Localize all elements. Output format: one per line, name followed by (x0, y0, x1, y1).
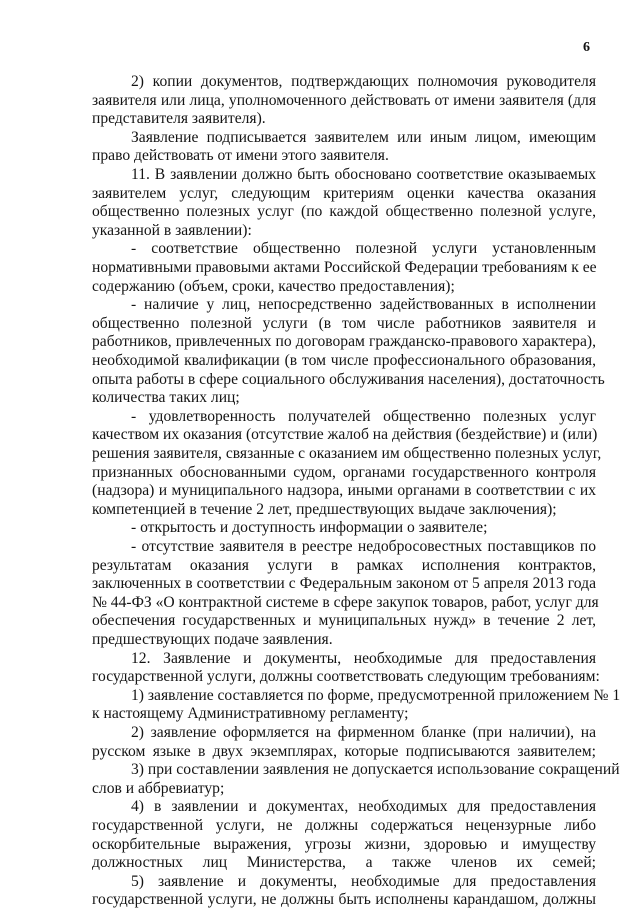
text-line: должностных лиц Министерства, а также членов их семей; (92, 854, 596, 872)
text-line: - удовлетворенность получателей общественно полезных услуг (131, 407, 596, 425)
text-line: заключенных в соответствии с Федеральным законом от 5 апреля 2013 года (92, 575, 596, 593)
text-line: слов и аббревиатур; (92, 779, 225, 797)
text-line: содержанию (объем, сроки, качество предоставления); (92, 277, 455, 295)
text-line: 2) заявление оформляется на фирменном бланке (при наличии), на (131, 724, 596, 741)
text-line: заявителем услуг, следующим критериям оценки качества оказания (92, 184, 596, 202)
text-line: Заявление подписывается заявителем или иным лицом, имеющим (131, 128, 596, 146)
text-line: признанных обоснованными судом, органами государственного контроля (92, 463, 596, 481)
text-line: заявителя или лица, уполномоченного действовать от имени заявителя (для (92, 91, 596, 109)
text-line: 5) заявление и документы, необходимые для предоставления (131, 872, 596, 890)
text-line: представителя заявителя). (92, 110, 266, 128)
text-line: - наличие у лиц, непосредственно задействованных в исполнении (131, 296, 596, 314)
text-line: работников, привлеченных по договорам гражданско-правового характера), (92, 333, 596, 351)
text-line: - отсутствие заявителя в реестре недобросовестных поставщиков по (131, 538, 596, 555)
text-line: качеством их оказания (отсутствие жалоб на действия (бездействие) и (или) (92, 426, 598, 444)
text-line: обеспечения государственных и муниципальных нужд» в течение 2 лет, (92, 612, 596, 630)
text-line: 3) при составлении заявления не допускается использование сокращений (131, 761, 620, 779)
text-line: количества таких лиц; (92, 389, 240, 407)
text-line: - соответствие общественно полезной услуги установленным (131, 240, 596, 258)
text-line: право действовать от имени этого заявителя. (92, 147, 389, 165)
text-line: - открытость и доступность информации о заявителе; (131, 519, 488, 537)
text-line: № 44-ФЗ «О контрактной системе в сфере закупок товаров, работ, услуг для (92, 593, 599, 611)
text-line: 12. Заявление и документы, необходимые для предоставления (131, 649, 596, 667)
text-line: указанной в заявлении): (92, 221, 252, 239)
text-line: русском языке в двух экземплярах, которые подписываются заявителем; (92, 742, 596, 760)
text-line: 1) заявление составляется по форме, предусмотренной приложением № 1 (131, 686, 621, 704)
text-line: компетенцией в течение 2 лет, предшествующих выдаче заключения); (92, 500, 557, 518)
text-line: государственной услуги, не должны быть исполнены карандашом, должны (92, 891, 596, 909)
text-line: необходимой квалификации (в том числе профессионального образования, (92, 352, 596, 369)
text-line: результатам оказания услуги в рамках исполнения контрактов, (92, 556, 596, 574)
text-line: предшествующих подаче заявления. (92, 631, 333, 648)
text-line: государственной услуги, должны соответствовать следующим требованиям: (92, 668, 600, 686)
text-line: 11. В заявлении должно быть обосновано соответствие оказываемых (131, 166, 596, 183)
text-line: нормативными правовыми актами Российской Федерации требованиям к ее (92, 259, 597, 276)
page-number: 6 (583, 40, 590, 55)
text-line: оскорбительные выражения, угрозы жизни, здоровью и имуществу (92, 835, 596, 853)
text-line: (надзора) и муниципального надзора, иными органами в соответствии с их (92, 482, 596, 500)
text-line: общественно полезных услуг (по каждой общественно полезной услуге, (92, 203, 596, 221)
text-line: 4) в заявлении и документах, необходимых для предоставления (131, 798, 596, 816)
text-line: государственной услуги, не должны содержаться нецензурные либо (92, 817, 596, 834)
text-line: общественно полезной услуги (в том числе работников заявителя и (92, 314, 596, 332)
text-line: опыта работы в сфере социального обслуживания населения), достаточность (92, 370, 605, 388)
text-line: к настоящему Административному регламенту; (92, 705, 409, 723)
text-line: 2) копии документов, подтверждающих полномочия руководителя (131, 73, 596, 90)
text-line: решения заявителя, связанные с оказанием им общественно полезных услуг, (92, 445, 602, 462)
